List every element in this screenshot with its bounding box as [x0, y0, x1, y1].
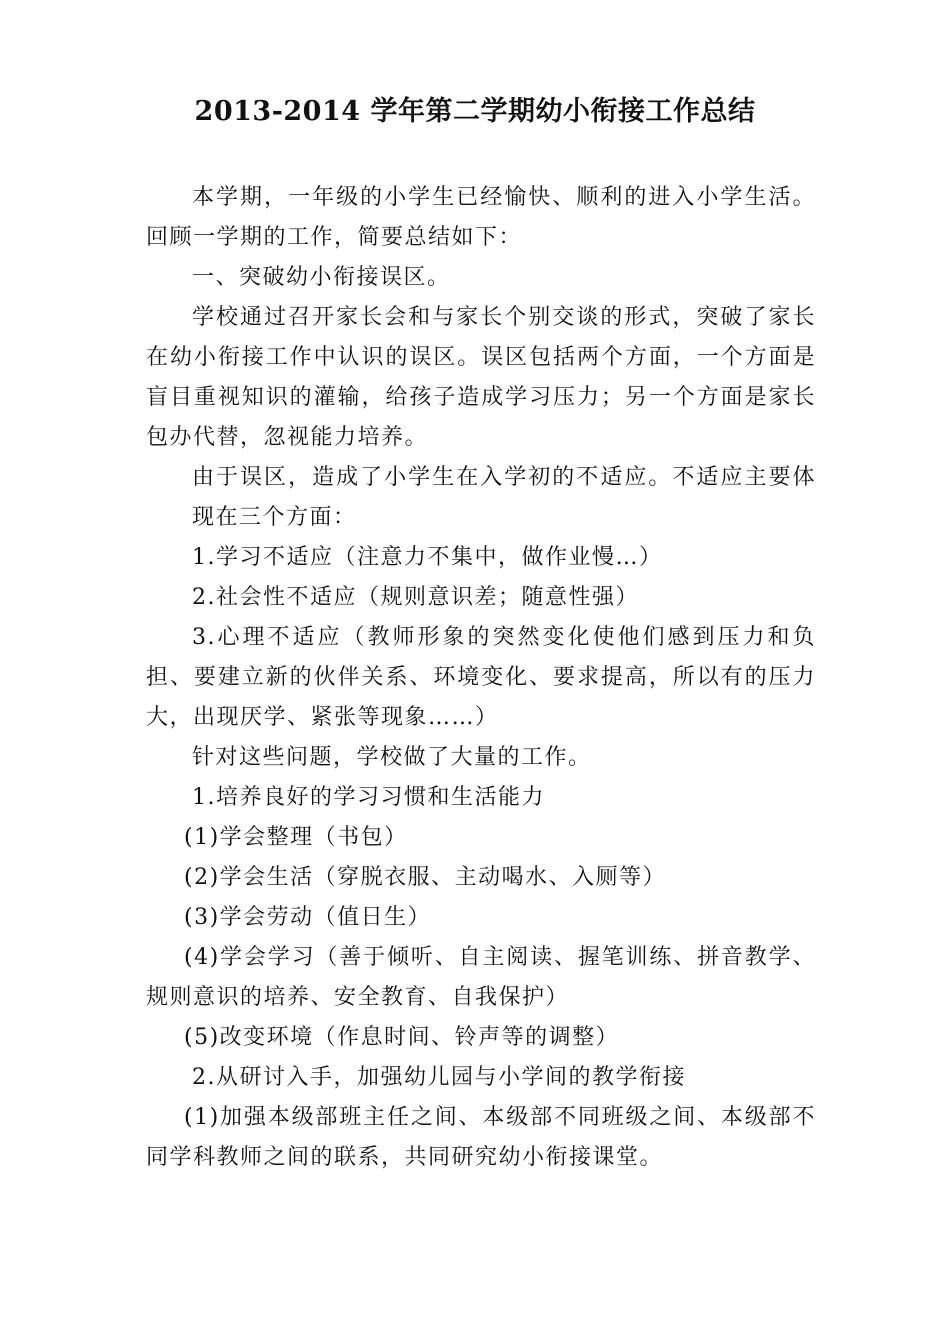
section-heading-1: 一、突破幼小衔接误区。: [192, 265, 451, 290]
list-item: 2.社会性不适应（规则意识差；随意性强）: [192, 585, 639, 610]
paragraph-measures: 针对这些问题，学校做了大量的工作。: [192, 745, 592, 770]
document-title: 2013-2014 学年第二学期幼小衔接工作总结: [194, 96, 756, 127]
list-item: (3)学会劳动（值日生）: [184, 905, 432, 930]
list-item: (2)学会生活（穿脱衣服、主动喝水、入厕等）: [184, 865, 667, 890]
subheading-habits: 1.培养良好的学习习惯和生活能力: [192, 785, 545, 810]
list-item: 1.学习不适应（注意力不集中，做作业慢…）: [192, 545, 663, 570]
list-item: (4)学会学习（善于倾听、自主阅读、握笔训练、拼音教学、规则意识的培养、安全教育、自我保护）: [146, 945, 816, 1010]
paragraph-misconceptions: 学校通过召开家长会和与家长个别交谈的形式，突破了家长在幼小衔接工作中认识的误区。误区包括两个方面，一个方面是盲目重视知识的灌输，给孩子造成学习压力；另一个方面是家长包办代替，忽视能力培养。: [146, 305, 816, 450]
list-item: (5)改变环境（作息时间、铃声等的调整）: [184, 1025, 620, 1050]
document-body: [146, 178, 816, 1178]
paragraph-maladaptation: 由于误区，造成了小学生在入学初的不适应。不适应主要体现在三个方面：: [192, 465, 816, 530]
list-item: 3.心理不适应（教师形象的突然变化使他们感到压力和负担、要建立新的伙伴关系、环境变化、要求提高，所以有的压力大，出现厌学、紧张等现象……）: [146, 625, 816, 730]
list-item: (1)加强本级部班主任之间、本级部不同班级之间、本级部不同学科教师之间的联系，共同研究幼小衔接课堂。: [146, 1105, 816, 1170]
paragraph-intro: 本学期，一年级的小学生已经愉快、顺利的进入小学生活。回顾一学期的工作，简要总结如下：: [146, 185, 816, 250]
list-item: (1)学会整理（书包）: [184, 825, 408, 850]
subheading-research: 2.从研讨入手，加强幼儿园与小学间的教学衔接: [192, 1065, 686, 1090]
